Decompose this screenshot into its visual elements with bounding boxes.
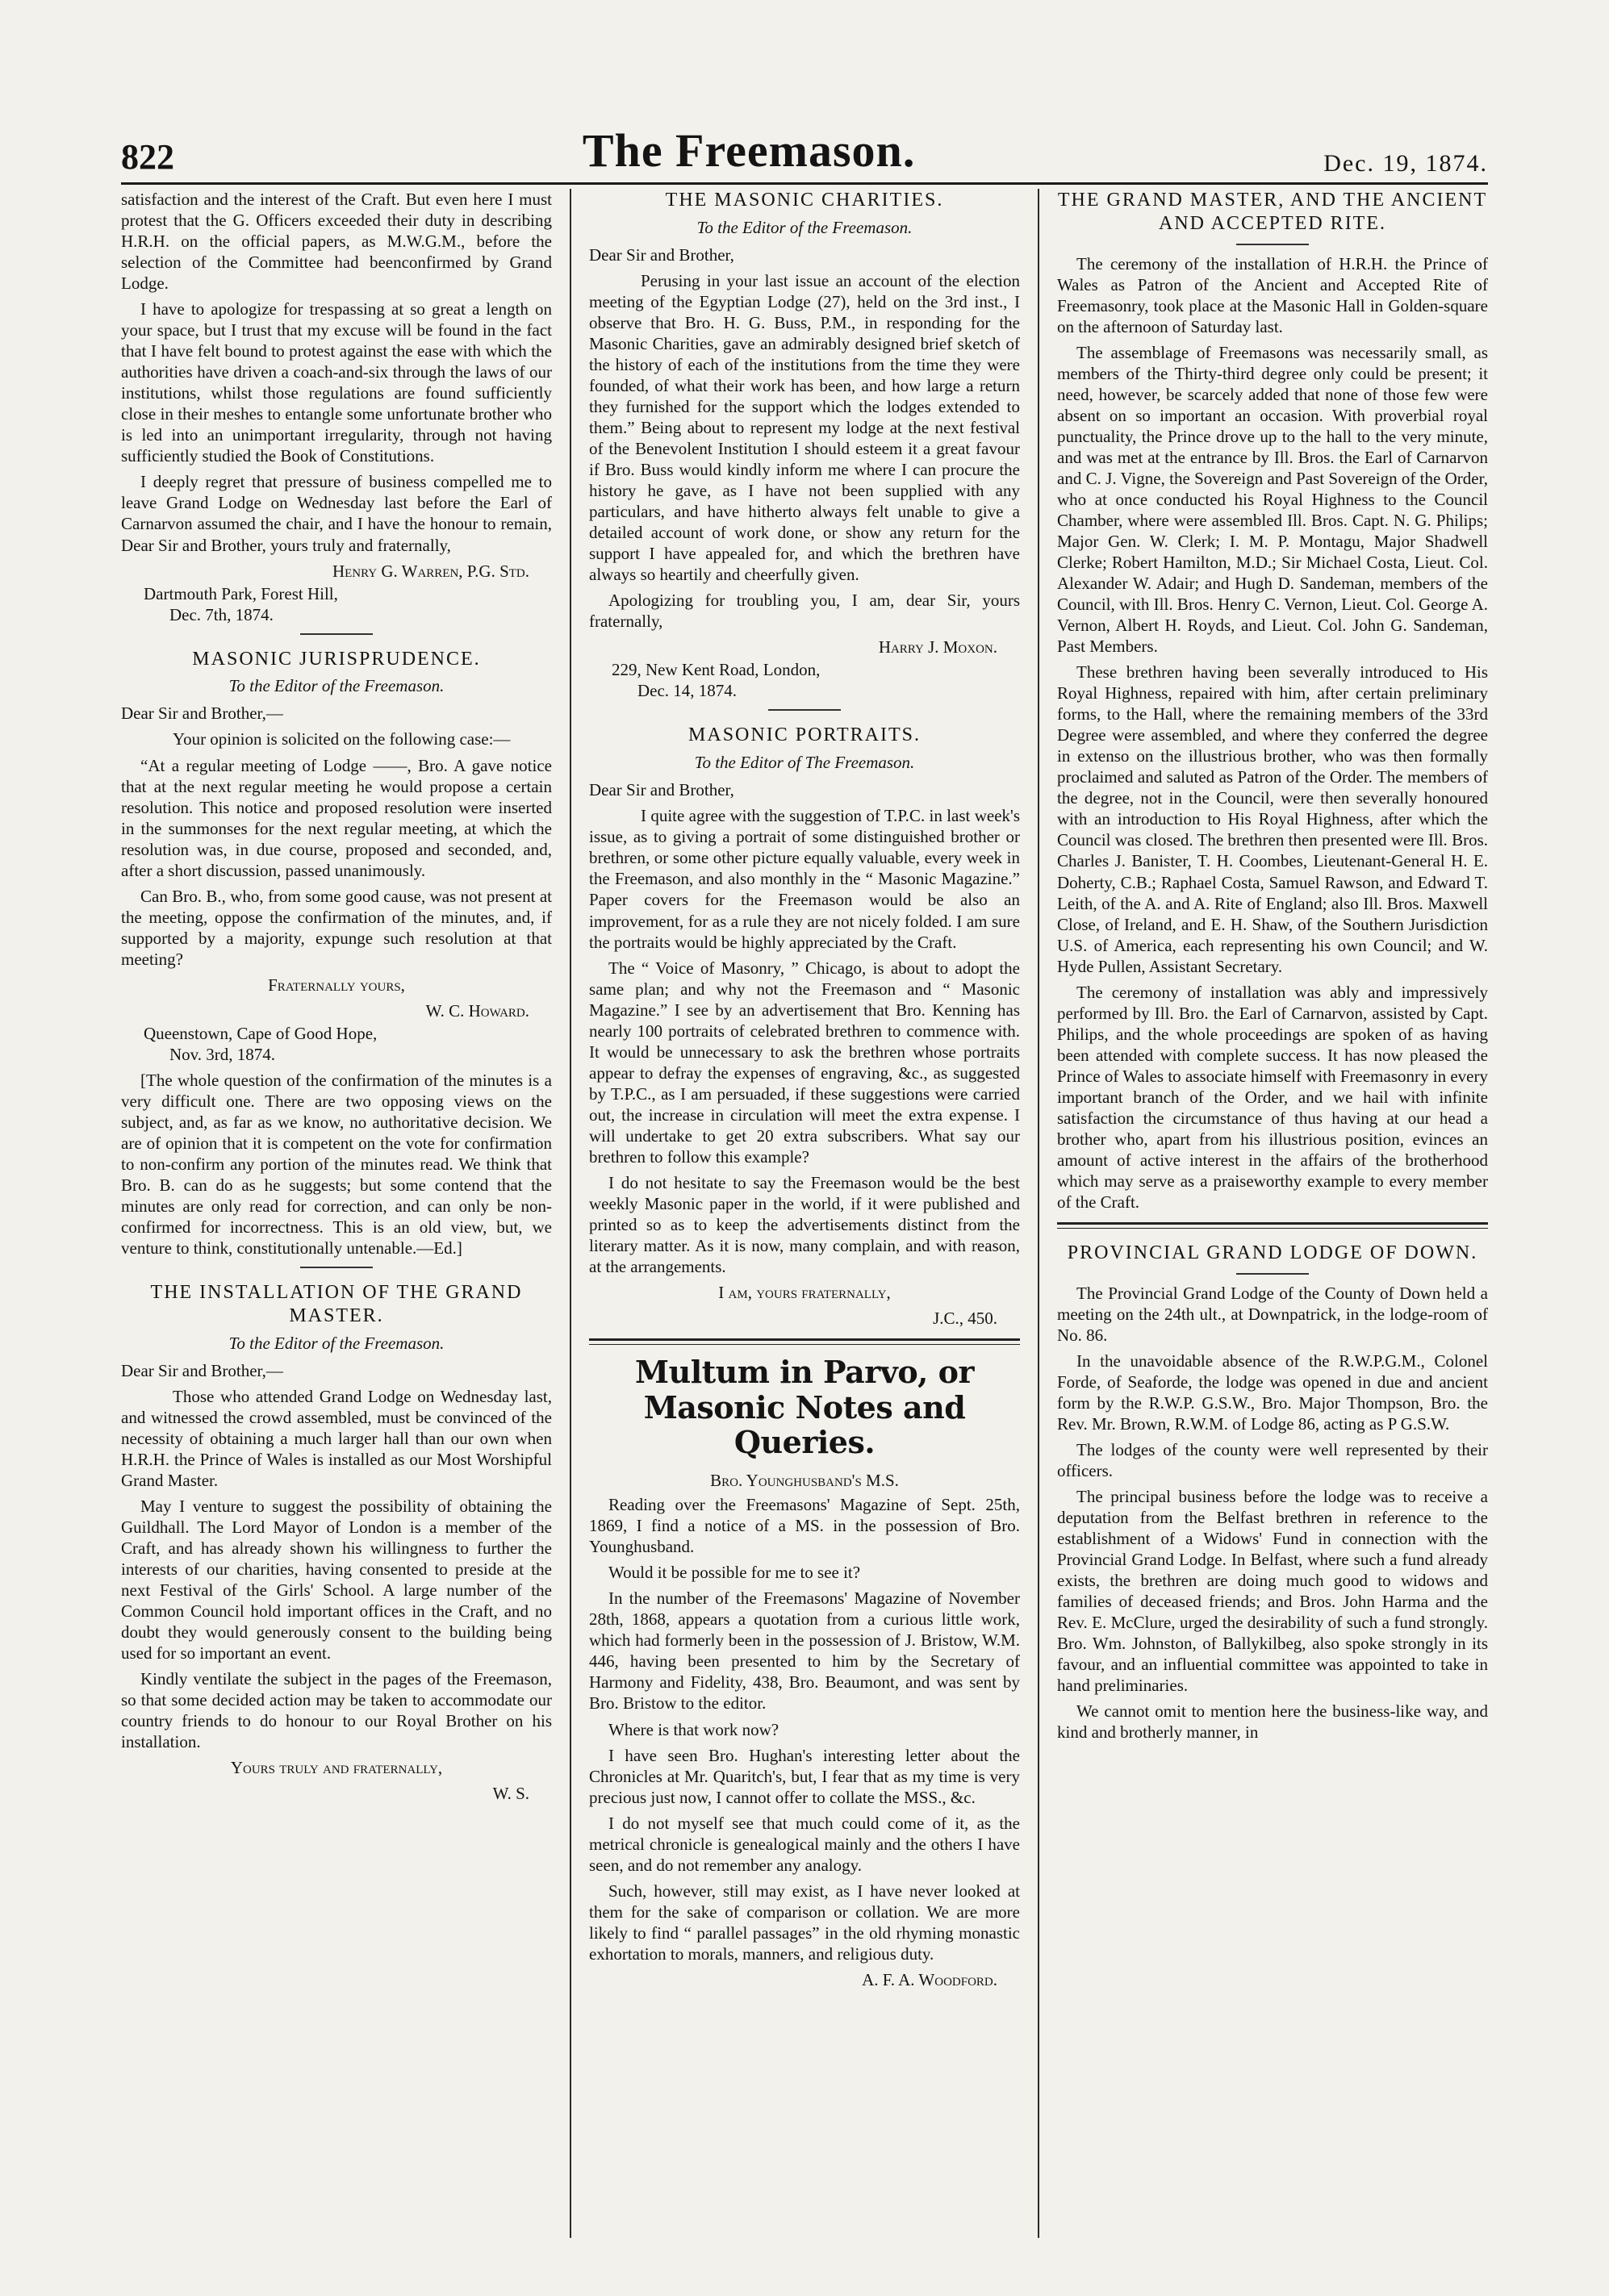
section-divider [768, 709, 841, 711]
closing: Fraternally yours, [268, 975, 405, 995]
columns [121, 189, 1488, 2238]
paragraph: Kindly ventilate the subject in the pages of the Freemason, so that some decided action may be taken to accommodate our country friends to do honour to our Royal Brother on his installation. [121, 1669, 552, 1752]
signature: Henry G. Warren, P.G. Std. [332, 561, 529, 581]
section-divider [300, 1267, 373, 1268]
paragraph: I have seen Bro. Hughan's interesting letter about the Chronicles at Mr. Quaritch's, but, I fear that as my time is very precious just now, I cannot offer to collate the MSS., &c. [589, 1745, 1020, 1807]
paragraph: The principal business before the lodge was to receive a deputation from the Belfast brethren in reference to the establishment of a Widows' Fund in connection with the Provincial Grand Lodge. In Belfast, where such a fund already exists, the brethren are doing much good to widows and families of deceased friends; and Bros. John Harma and the Rev. E. McClure, urged the desirability of such a fund strongly. Bro. Wm. Johnston, of Ballykilbeg, also spoke strongly in its favour, and an influential committee was appointed to take in hand preliminaries. [1057, 1487, 1488, 1696]
newspaper-title: The Freemason. [582, 124, 916, 177]
date-line: Dec. 14, 1874. [637, 681, 738, 701]
article-heading: THE GRAND MASTER, AND THE ANCIENT AND ACCEPTED RITE. [1057, 190, 1488, 234]
address: Queenstown, Cape of Good Hope, [144, 1023, 378, 1043]
signature: Harry J. Moxon. [878, 637, 997, 657]
section-divider [589, 1338, 1020, 1345]
sub-heading: Bro. Younghusband's M.S. [710, 1471, 899, 1491]
to-editor-line: To the Editor of the Freemason. [228, 676, 445, 696]
paragraph: The lodges of the county were well represented by their officers. [1057, 1440, 1488, 1481]
paragraph: The ceremony of installation was ably and impressively performed by Ill. Bro. the Earl of Carnarvon, assisted by Capt. Philips, and the whole proceedings are spoken of as having been attended with complete success. It has now pleased the Prince of Wales to associate himself with Freemasonry in every important branch of the Order, and we hail with infinite satisfaction the circumstance of thus having at our head a brother who, apart from his illustrious position, evinces an amount of active interest in the affairs of the brotherhood which may serve as a praiseworthy example to every member of the Craft. [1057, 982, 1488, 1212]
closing: I am, yours fraternally, [718, 1283, 891, 1303]
paragraph: I quite agree with the suggestion of T.P.C. in last week's issue, as to giving a portrait of some distinguished brother or brethren, or some other picture equally valuable, every week in the Freemason, and also monthly in the “ Masonic Magazine.” Paper covers for the Freemason would be also an improvement, for as a rule they are not nicely folded. I am sure the portraits would be highly appreciated by the Craft. [589, 806, 1020, 952]
signature: W. C. Howard. [425, 1000, 529, 1021]
article-heading: THE INSTALLATION OF THE GRAND MASTER. [150, 1282, 523, 1327]
paragraph: Apologizing for troubling you, I am, dear Sir, yours fraternally, [589, 591, 1020, 632]
paragraph: In the unavoidable absence of the R.W.P.G.M., Colonel Forde, of Seaforde, the lodge was opened in due and ancient form by the R.W.P. G.S.W., Bro. Major Thompson, Bro. the Rev. Mr. Brown, R.W.M. of Lodge 86, acting as P G.S.W. [1057, 1350, 1488, 1434]
section-divider [1236, 1273, 1309, 1275]
to-editor-line: To the Editor of the Freemason. [696, 217, 913, 237]
signature: J.C., 450. [933, 1309, 997, 1329]
column-3 [1057, 189, 1488, 2238]
salutation: Dear Sir and Brother, [589, 244, 734, 265]
address: Dartmouth Park, Forest Hill, [144, 583, 338, 603]
paragraph: We cannot omit to mention here the business-like way, and kind and brotherly manner, in [1057, 1701, 1488, 1743]
paragraph: Would it be possible for me to see it? [608, 1563, 861, 1583]
paragraph: The ceremony of the installation of H.R.H. the Prince of Wales as Patron of the Ancient and Accepted Rite of Freemasonry, took place at the Masonic Hall in Golden-square on the afternoon of Saturday last. [1057, 253, 1488, 336]
paragraph: May I venture to suggest the possibility of obtaining the Guildhall. The Lord Mayor of London is a member of the Craft, and has already shown his willingness to further the interests of our charities, having consented to preside at the next Festival of the Girls' School. A large number of the Common Council hold important offices in the Craft, and no doubt they would generously consent to the building being used for so important an event. [121, 1497, 552, 1664]
paragraph: The assemblage of Freemasons was necessarily small, as members of the Thirty-third degree only could be present; it need, however, be scarcely added that none of those few were absent on so important an occasion. With proverbial royal punctuality, the Prince drove up to the hall to the very minute, and was met at the entrance by Ill. Bros. the Earl of Carnarvon and C. J. Vigne, the Sovereign and Past Sovereign of the Order, who at once conducted his Royal Highness to the Council Chamber, where were assembled Ill. Bros. Capt. N. G. Philips; Major Gen. W. Clerk; I. M. P. Montagu, Major Shadwell Clerke; Robert Hamilton, M.D.; Sir Michael Costa, Lieut. Col. Alexander W. Adair; and Hugh D. Sandeman, members of the Council, with Ill. Bros. Henry C. Vernon, Lieut. Col. George A. Vernon, Albert H. Royds, and Lieut. Col. John G. Sandeman, Past Members. [1057, 342, 1488, 657]
paragraph: I do not hesitate to say the Freemason would be the best weekly Masonic paper in the world, if it were published and printed so as to keep the advertisements distinct from the literary matter. As it is now, many complain, and with reason, at the arrangements. [589, 1172, 1020, 1276]
closing: Yours truly and fraternally, [230, 1758, 443, 1778]
column-rule [570, 189, 571, 2238]
section-divider [300, 633, 373, 635]
address: 229, New Kent Road, London, [612, 660, 821, 680]
signature: A. F. A. Woodford. [862, 1969, 997, 1989]
paragraph: satisfaction and the interest of the Craft. But even here I must protest that the G. Officers exceeded their duty in describing H.R.H. on the official papers, as M.W.G.M., before the selection of the Committee had beenconfirmed by Grand Lodge. [121, 190, 552, 294]
paragraph: In the number of the Freemasons' Magazine of November 28th, 1868, appears a quotation from a curious little work, which had formerly been in the possession of J. Bristow, W.M. 446, having been presented to him by the Secretary of Harmony and Fidelity, 438, Bro. Beaumont, and was sent by Bro. Bristow to the editor. [589, 1588, 1020, 1714]
page-number: 822 [121, 137, 174, 177]
date-line: Nov. 3rd, 1874. [169, 1044, 276, 1064]
column-rule [1038, 189, 1039, 2238]
paragraph: The “ Voice of Masonry, ” Chicago, is about to adopt the same plan; and why not the Freemason and “ Masonic Magazine.” I see by an advertisement that Bro. Kenning has nearly 100 portraits of celebrated brethren to commence with. It would be unnecessary to ask the brethren whose portraits appear to defray the expenses of engraving, &c., as suggested by T.P.C., as I am persuaded, if these suggestions were carried out, the increase in circulation will meet the extra expense. I will undertake to get 20 extra subscribers. What say our brethren to follow this example? [589, 958, 1020, 1167]
paragraph: Can Bro. B., who, from some good cause, was not present at the meeting, oppose the confirmation of the minutes, and, if supported by a majority, expunge such resolution at that meeting? [121, 886, 552, 969]
paragraph: I do not myself see that much could come of it, as the metrical chronicle is genealogical mainly and the others I have seen, and do not remember any analogy. [589, 1813, 1020, 1875]
paragraph: Where is that work now? [608, 1719, 779, 1739]
salutation: Dear Sir and Brother, [589, 780, 734, 800]
paragraph: Your opinion is solicited on the following case:— [173, 729, 511, 749]
paragraph: Reading over the Freemasons' Magazine of Sept. 25th, 1869, I find a notice of a MS. in the possession of Bro. Younghusband. [589, 1495, 1020, 1557]
article-heading: PROVINCIAL GRAND LODGE OF DOWN. [1067, 1242, 1478, 1263]
paragraph: These brethren having been severally introduced to His Royal Highness, repaired with him, after certain preliminary forms, to the Hall, where the remaining members of the 33rd Degree were assembled, and where they conferred the degree in extenso on the illustrious brother, who was then formally proclaimed and saluted as Patron of the Order. The members of the degree, not in the Council, were then severally honoured with an introduction to His Royal Highness, after which the Council was closed. The brethren then presented were Ill. Bros. Charles J. Banister, T. H. Coombes, Lieutenant-General H. E. Doherty, C.B.; Raphael Costa, Samuel Rawson, and Edward T. Leith, of the A. and A. Rite of England; also Ill. Bros. Maxwell Close, of Ireland, and E. H. Shaw, of the Southern Jurisdiction U.S. of America, each representing his own Council; and W. Hyde Pullen, Assistant Secretary. [1057, 662, 1488, 976]
masthead [121, 121, 1488, 185]
paragraph: Such, however, still may exist, as I have never looked at them for the sake of comparison or collation. We are more likely to find “ parallel passages” in the old rhyming monastic exhortation to morals, manners, and religious duty. [589, 1881, 1020, 1964]
column-1 [121, 189, 552, 2238]
to-editor-line: To the Editor of the Freemason. [228, 1333, 445, 1353]
salutation: Dear Sir and Brother,— [121, 703, 283, 724]
paragraph: Perusing in your last issue an account of the election meeting of the Egyptian Lodge (27), held on the 3rd inst., I observe that Bro. H. G. Buss, P.M., in responding for the Masonic Charities, gave an admirably designed brief sketch of the history of each of the institutions from the time they were founded, of what their work has been, and how large a return they furnished for the support which the lodges extended to them.” Being about to represent my lodge at the next festival of the Benevolent Institution I should esteem it a great favour if Bro. Buss would kindly inform me where I can procure the history he gave, as I have not been supplied with any particulars, and have hitherto always felt unable to give a detailed account of work done, or show any return for the support I have appealed for, and which the brethren have always so heartily and cheerfully given. [589, 270, 1020, 585]
article-heading: MASONIC PORTRAITS. [688, 724, 921, 746]
paragraph: I have to apologize for trespassing at so great a length on your space, but I trust that my excuse will be found in the fact that I have felt bound to protest against the ease with which the authorities have driven a coach-and-six through the laws of our institutions, whilst those regulations are found sufficiently close in their meshes to entangle some unfortunate brother who is led into an unimportant irregularity, through not having sufficiently studied the Book of Constitutions. [121, 299, 552, 466]
signature: W. S. [492, 1784, 529, 1804]
issue-date: Dec. 19, 1874. [1323, 150, 1488, 177]
article-heading: THE MASONIC CHARITIES. [665, 190, 944, 211]
paragraph: The Provincial Grand Lodge of the County of Down held a meeting on the 24th ult., at Downpatrick, in the lodge-room of No. 86. [1057, 1283, 1488, 1345]
salutation: Dear Sir and Brother,— [121, 1360, 283, 1380]
section-divider [1236, 244, 1309, 245]
editorial-note: [The whole question of the confirmation of the minutes is a very difficult one. There are two opposing views on the subject, and, as far as we know, no authoritative decision. We are of opinion that it is competent on the vote for confirmation to non-confirm any portion of the minutes read. We think that Bro. B. can do as he suggests; but some contend that the minutes are only read for correction, and can only be non-confirmed for incorrectness. This is an old view, but, we venture to think, constitutionally untenable.—Ed.] [121, 1070, 552, 1259]
paragraph: “At a regular meeting of Lodge ——, Bro. A gave notice that at the next regular meeting he would propose a certain resolution. This notice and proposed resolution were inserted in the summonses for the next regular meeting, at which the resolution was, in due course, proposed and seconded, and, after a short discussion, passed unanimously. [121, 755, 552, 880]
column-2 [589, 189, 1020, 2238]
paragraph: I deeply regret that pressure of business compelled me to leave Grand Lodge on Wednesday last before the Earl of Carnarvon assumed the chair, and I have the honour to remain, Dear Sir and Brother, yours truly and fraternally, [121, 472, 552, 555]
paragraph: Those who attended Grand Lodge on Wednesday last, and witnessed the crowd assembled, must be convinced of the necessity of obtaining a much larger hall than our own when H.R.H. the Prince of Wales is installed as our Most Worshipful Grand Master. [121, 1386, 552, 1491]
section-title: Multum in Parvo, or Masonic Notes and Queries. [635, 1354, 974, 1461]
section-divider [1057, 1222, 1488, 1229]
date-line: Dec. 7th, 1874. [169, 604, 274, 624]
to-editor-line: To the Editor of The Freemason. [694, 753, 915, 773]
article-heading: MASONIC JURISPRUDENCE. [192, 648, 481, 670]
